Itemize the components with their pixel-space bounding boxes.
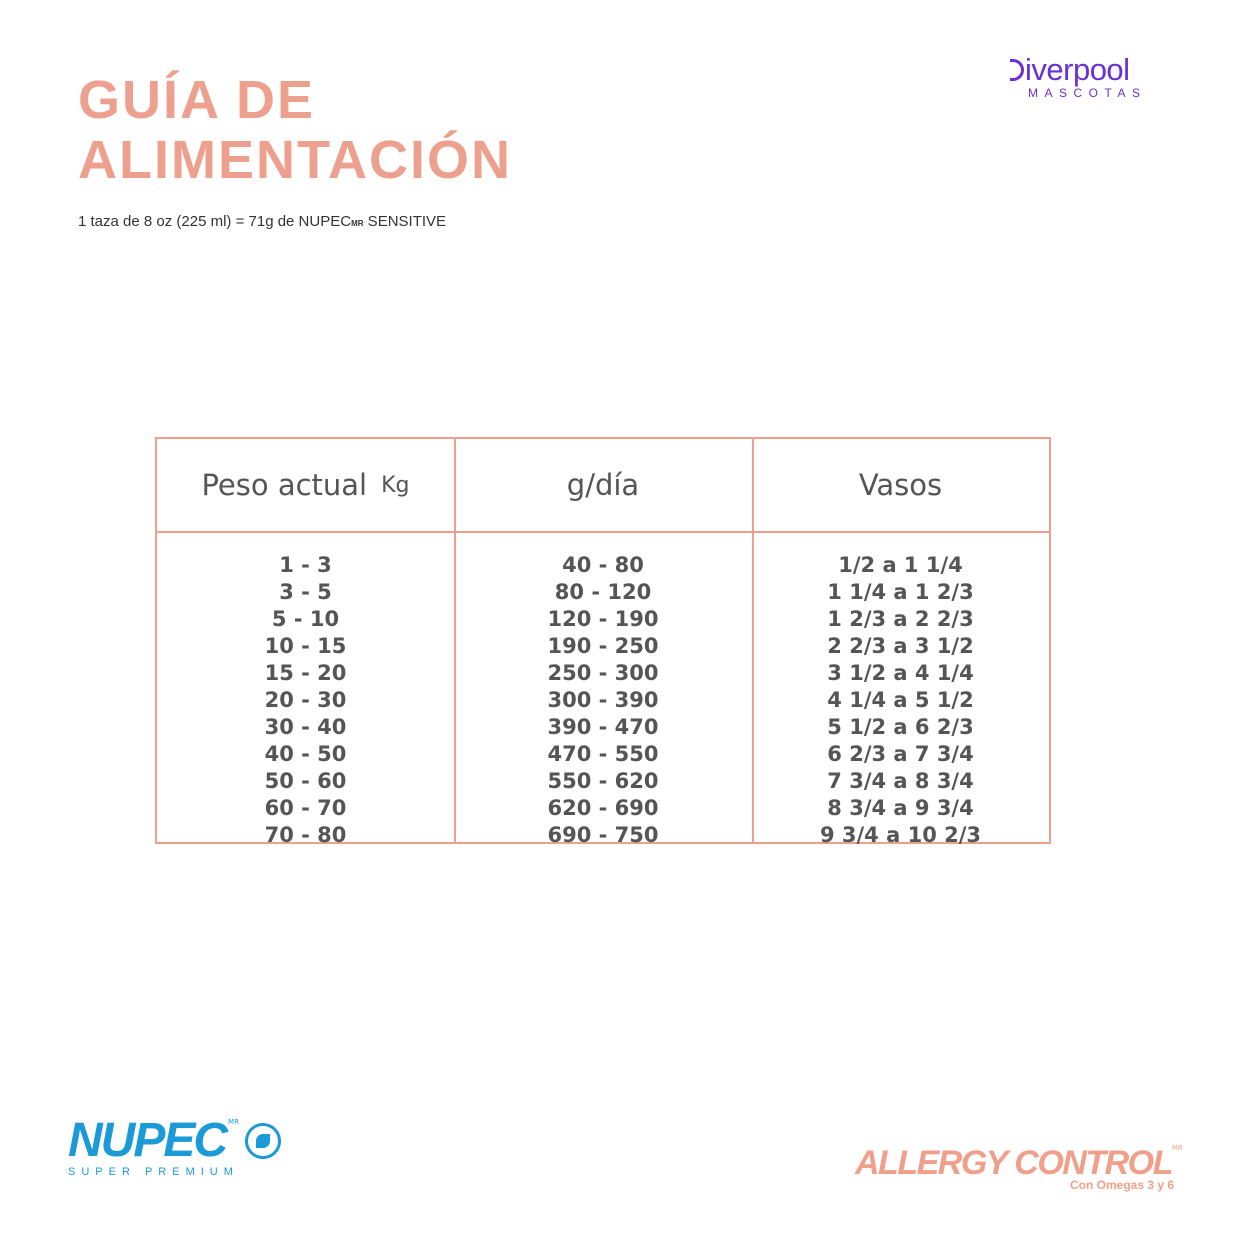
subtitle-text: 1 taza de 8 oz (225 ml) = 71g de NUPEC xyxy=(78,213,352,230)
table-cell-peso: 30 - 40 xyxy=(264,715,347,739)
table-cell-vasos: 8 3/4 a 9 3/4 xyxy=(827,796,974,820)
table-cell-peso: 50 - 60 xyxy=(264,769,347,793)
title-line-2: ALIMENTACIÓN xyxy=(78,130,512,190)
page-title xyxy=(78,70,512,190)
column-gramos xyxy=(454,552,752,849)
table-cell-gramos: 190 - 250 xyxy=(547,634,659,658)
diverpool-name: iverpool xyxy=(1025,52,1130,87)
table-cell-vasos: 4 1/4 a 5 1/2 xyxy=(827,688,974,712)
table-cell-vasos: 1 2/3 a 2 2/3 xyxy=(827,607,974,631)
table-cell-vasos: 1 1/4 a 1 2/3 xyxy=(827,580,974,604)
subtitle-suffix: SENSITIVE xyxy=(363,213,447,230)
table-cell-peso: 10 - 15 xyxy=(264,634,347,658)
table-cell-peso: 70 - 80 xyxy=(264,823,347,847)
allergy-tagline: Con Omegas 3 y 6 xyxy=(1070,1178,1175,1192)
header-gramos: g/día xyxy=(566,468,640,502)
table-cell-gramos: 300 - 390 xyxy=(547,688,659,712)
header-vasos: Vasos xyxy=(858,468,943,502)
table-cell-peso: 60 - 70 xyxy=(264,796,347,820)
table-cell-gramos: 80 - 120 xyxy=(554,580,652,604)
diverpool-logo xyxy=(1010,52,1180,100)
table-cell-peso: 5 - 10 xyxy=(271,607,340,631)
table-cell-gramos: 620 - 690 xyxy=(547,796,659,820)
header-peso xyxy=(157,439,454,531)
header-peso-label: Peso actual xyxy=(201,468,368,502)
subtitle xyxy=(78,213,446,230)
table-cell-peso: 3 - 5 xyxy=(279,580,332,604)
allergy-mark: MR xyxy=(1171,1144,1183,1152)
header-peso-unit: Kg xyxy=(381,472,410,498)
table-cell-gramos: 250 - 300 xyxy=(547,661,659,685)
table-cell-vasos: 1/2 a 1 1/4 xyxy=(838,553,963,577)
table-cell-vasos: 3 1/2 a 4 1/4 xyxy=(827,661,974,685)
nupec-mark: MR xyxy=(228,1118,239,1126)
diverpool-sub: MASCOTAS xyxy=(1028,86,1147,100)
table-cell-vasos: 2 2/3 a 3 1/2 xyxy=(827,634,974,658)
table-cell-vasos: 7 3/4 a 8 3/4 xyxy=(827,769,974,793)
table-cell-gramos: 120 - 190 xyxy=(547,607,659,631)
header-divider xyxy=(157,531,1049,533)
title-line-1: GUÍA DE xyxy=(78,70,316,130)
nupec-name: NUPEC xyxy=(68,1114,227,1167)
column-vasos xyxy=(752,552,1049,849)
table-cell-gramos: 470 - 550 xyxy=(547,742,659,766)
table-cell-peso: 20 - 30 xyxy=(264,688,347,712)
column-peso xyxy=(157,552,454,849)
table-cell-peso: 40 - 50 xyxy=(264,742,347,766)
feeding-table xyxy=(155,437,1051,847)
table-cell-gramos: 40 - 80 xyxy=(562,553,644,577)
nupec-emblem-icon xyxy=(245,1123,281,1159)
table-cell-gramos: 550 - 620 xyxy=(547,769,659,793)
diverpool-d-icon xyxy=(1010,59,1024,81)
nupec-sub: SUPER PREMIUM xyxy=(68,1166,239,1178)
table-cell-vasos: 5 1/2 a 6 2/3 xyxy=(827,715,974,739)
table-cell-peso: 15 - 20 xyxy=(264,661,347,685)
table-cell-vasos: 6 2/3 a 7 3/4 xyxy=(827,742,974,766)
table-cell-peso: 1 - 3 xyxy=(279,553,332,577)
subtitle-mark: MR xyxy=(351,219,364,228)
nupec-logo xyxy=(68,1114,318,1178)
table-cell-gramos: 690 - 750 xyxy=(547,823,659,847)
allergy-name: ALLERGY CONTROL xyxy=(855,1144,1172,1182)
table-cell-gramos: 390 - 470 xyxy=(547,715,659,739)
table-cell-vasos: 9 3/4 a 10 2/3 xyxy=(819,823,982,847)
allergy-control-logo xyxy=(855,1144,1205,1192)
